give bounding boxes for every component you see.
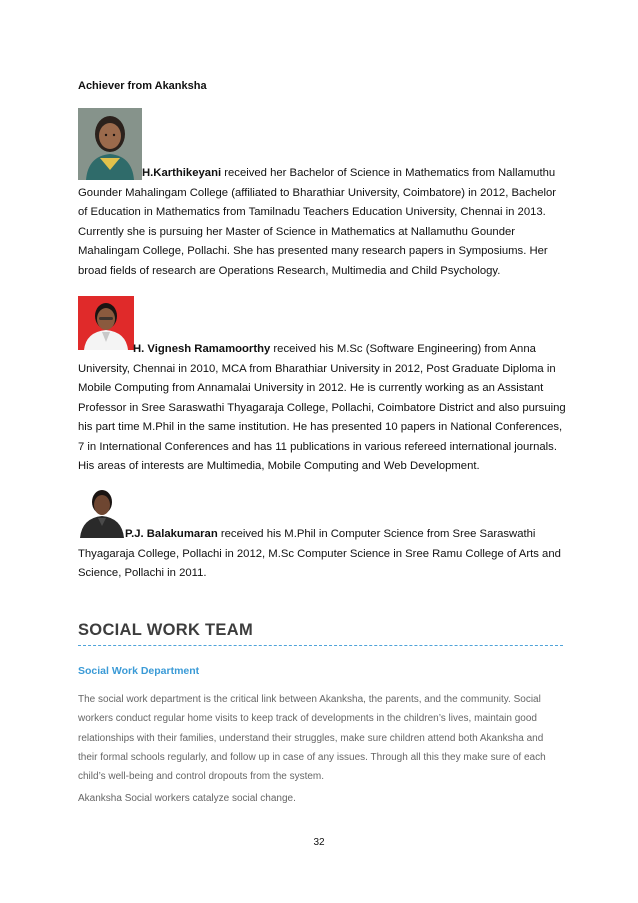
achiever-name-vignesh: H. Vignesh Ramamoorthy — [133, 343, 271, 355]
page-number: 32 — [313, 837, 325, 848]
section-title: SOCIAL WORK TEAM — [78, 621, 253, 639]
achiever-text-vignesh: received his M.Sc (Software Engineering) from Anna University, Chennai in 2010, MCA from Bharathiar University in 2012, Post Graduate Diploma in Mobile Computing from Annamalai University in 2012. He is currently working as an Assistant Professor in Sree Saraswathi Thyagaraja College, Pollachi, Coimbatore District and also pursuing his part time M.Phil in the same institution. He has presented 10 papers in National Conferences, 7 in International Conferences and has 11 publications in various refereed international journals. His areas of interests are Multimedia, Mobile Computing and Web Development. — [78, 343, 566, 472]
achiever-bio-karthikeyani — [78, 164, 568, 281]
section-divider — [78, 645, 563, 646]
achiever-bio-balakumaran — [78, 525, 568, 584]
achiever-name-karthikeyani: H.Karthikeyani — [142, 167, 222, 179]
achiever-text-karthikeyani: received her Bachelor of Science in Mathematics from Nallamuthu Gounder Mahalingam College (affiliated to Bharathiar University, Coimbatore) in 2012, Bachelor of Education in Mathematics from Tamilnadu Teachers Education University, Chennai in 2013. Currently she is pursuing her Master of Science in Mathematics at Nallamuthu Gounder Mahalingam College, Pollachi. She has presented many research papers in Symposiums. Her broad fields of research are Operations Research, Multimedia and Child Psychology. — [78, 167, 557, 277]
achiever-name-balakumaran: P.J. Balakumaran — [125, 528, 218, 540]
subheading: Social Work Department — [78, 665, 200, 677]
body-paragraph-2: Akanksha Social workers catalyze social change. — [78, 793, 296, 804]
achiever-text-balakumaran: received his M.Phil in Computer Science from Sree Saraswathi Thyagaraja College, Pollachi in 2012, M.Sc Computer Science in Sree Ramu College of Arts and Science, Pollachi in 2011. — [78, 528, 561, 579]
achiever-heading: Achiever from Akanksha — [78, 80, 207, 92]
achiever-bio-vignesh — [78, 340, 568, 477]
body-paragraph-1: The social work department is the critical link between Akanksha, the parents, and the community. Social workers conduct regular home visits to keep track of developments in the children’s lives, maintain good relationships with their families, understand their struggles, make sure children attend both Akanksha and their formal schools regularly, and follow up in case of any issues. Through all this they make sure of each child’s well-being and control dropouts from the system. — [78, 694, 546, 783]
